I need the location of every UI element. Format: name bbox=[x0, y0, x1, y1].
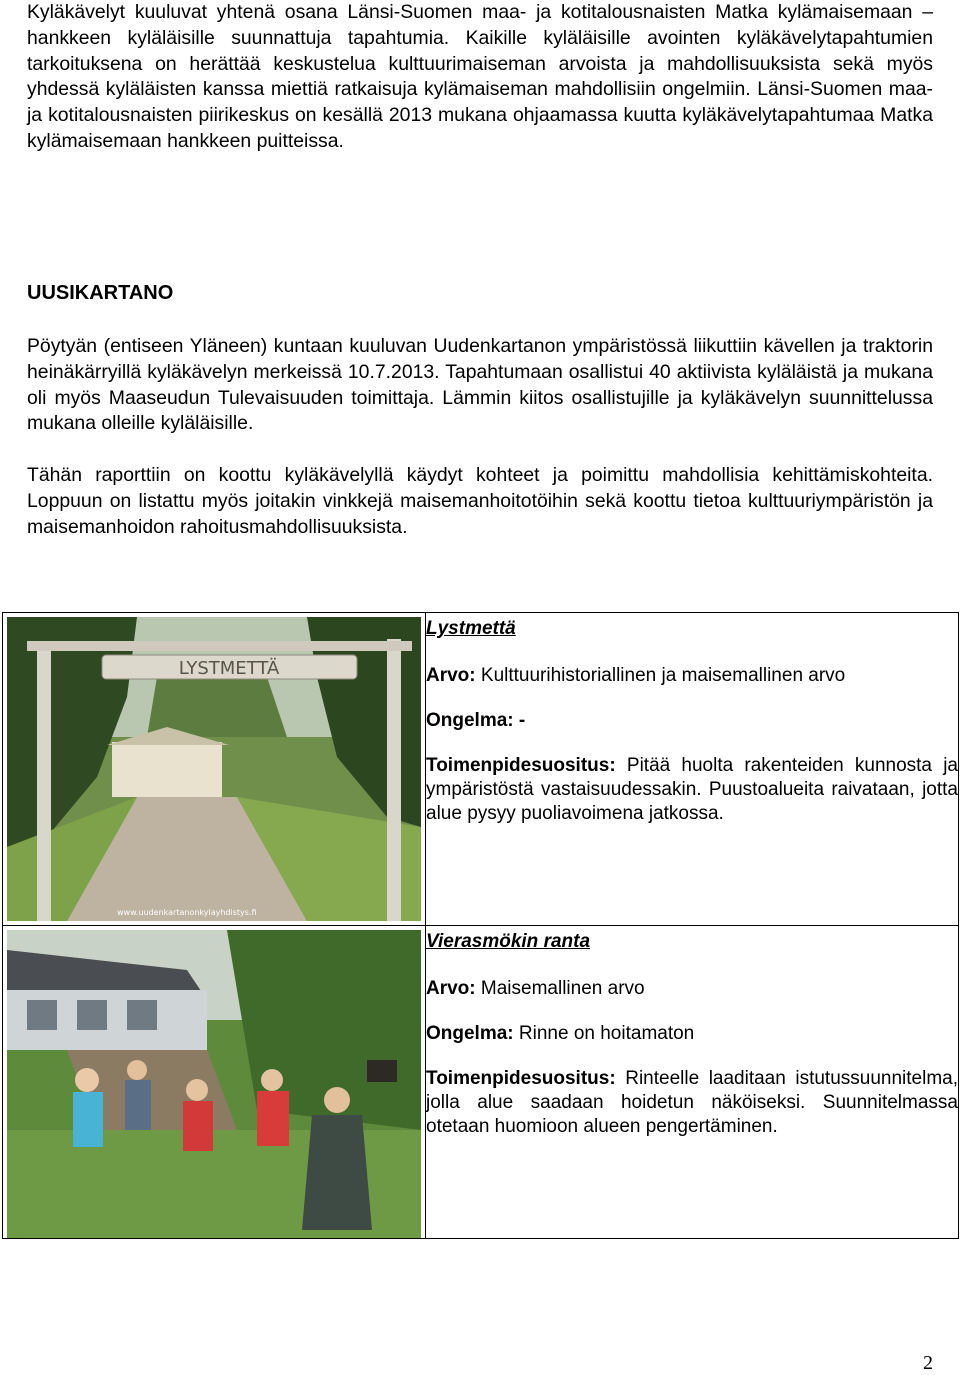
site-action-row bbox=[426, 1067, 958, 1139]
site-title: Lystmettä bbox=[426, 618, 516, 639]
toimenpide-text: Pitää huolta rakenteiden kunnosta ja ympäristöstä vastaisuudessakin. Puustoalueita raivataan, jotta alue pysyy puoliavoimena jatkossa. bbox=[426, 755, 959, 824]
page-number: 2 bbox=[923, 1352, 933, 1374]
gate-sign-text: LYSTMETTÄ bbox=[178, 658, 280, 679]
ongelma-label: Ongelma: bbox=[426, 1023, 514, 1044]
vierasmokki-shore-photo bbox=[7, 930, 421, 1238]
site-action-row bbox=[426, 754, 958, 826]
photo-credit: www.uudenkartanonkylayhdistys.fi bbox=[117, 908, 257, 917]
arvo-text: Maisemallinen arvo bbox=[480, 978, 645, 999]
site-value-row bbox=[426, 977, 958, 1001]
arvo-label: Arvo: bbox=[426, 665, 476, 686]
arvo-label: Arvo: bbox=[426, 978, 476, 999]
site-problem-row bbox=[426, 709, 958, 733]
site-problem-row bbox=[426, 1022, 958, 1046]
site-title: Vierasmökin ranta bbox=[426, 931, 591, 952]
ongelma-text: - bbox=[518, 710, 526, 731]
toimenpide-text: Rinteelle laaditaan istutussuunnitelma, jolla alue saadaan hoidetun näköiseksi. Suunnitelmassa otetaan huomioon alueen pengertäminen. bbox=[426, 1068, 958, 1137]
toimenpide-label: Toimenpidesuositus: bbox=[426, 1068, 616, 1089]
site-photo-cell bbox=[3, 613, 426, 926]
site-photo-cell bbox=[3, 926, 426, 1239]
section-paragraph-1: Pöytyän (entiseen Yläneen) kuntaan kuuluvan Uudenkartanon ympäristössä liikuttiin kävellen ja traktorin heinäkärryillä kyläkävelyn merkeissä 10.7.2013. Tapahtumaan osallistui 40 aktiivista kyläläistä ja mukana oli myös Maaseudun Tulevaisuuden toimittaja. Lämmin kiitos osallistujille ja kyläkävelyn suunnittelussa mukana olleille kyläläisille. bbox=[27, 335, 933, 435]
site-text-cell bbox=[426, 613, 959, 926]
section-paragraph-2: Tähän raporttiin on koottu kyläkävelyllä käydyt kohteet ja poimittu mahdollisia kehittämiskohteita. Loppuun on listattu myös joitakin vinkkejä maisemanhoitotöihin sekä koottu tietoa kulttuuriympäristön ja maisemanhoidon rahoitusmahdollisuuksista. bbox=[27, 464, 933, 538]
arvo-text: Kulttuurihistoriallinen ja maisemallinen arvo bbox=[480, 665, 846, 686]
toimenpide-label: Toimenpidesuositus: bbox=[426, 755, 616, 776]
ongelma-text: Rinne on hoitamaton bbox=[518, 1023, 695, 1044]
site-text-cell bbox=[426, 926, 959, 1239]
sites-table bbox=[2, 612, 959, 1239]
site-value-row bbox=[426, 664, 958, 688]
ongelma-label: Ongelma: bbox=[426, 710, 514, 731]
site-row bbox=[3, 613, 959, 926]
section-heading: UUSIKARTANO bbox=[27, 282, 174, 304]
intro-paragraph: Kyläkävelyt kuuluvat yhtenä osana Länsi-Suomen maa- ja kotitalousnaisten Matka kylämaisemaan – hankkeen kyläläisille suunnattuja tapahtumia. Kaikille kyläläisille avointen kyläkävelytapahtumien tarkoituksena on herättää keskustelua kulttuurimaiseman arvoista ja mahdollisuuksista sekä myös yhdessä kyläläisten kanssa miettiä ratkaisuja kylämaiseman mahdollisiin ongelmiin. Länsi-Suomen maa- ja kotitalousnaisten piirikeskus on kesällä 2013 mukana ohjaamassa kuutta kyläkävelytapahtumaa Matka kylämaisemaan hankkeen puitteissa. bbox=[27, 1, 933, 152]
lystmetta-gate-photo bbox=[7, 617, 421, 921]
site-row bbox=[3, 926, 959, 1239]
